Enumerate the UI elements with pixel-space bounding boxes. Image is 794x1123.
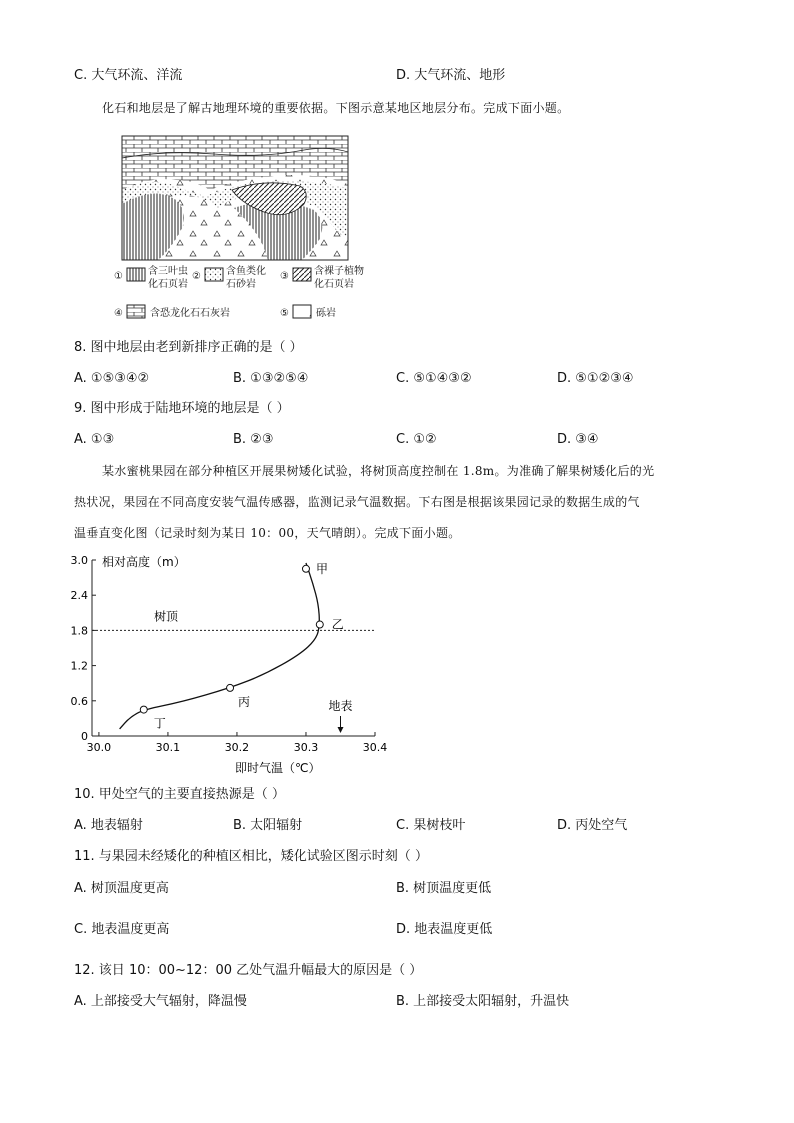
y-tick-label: 3.0 bbox=[70, 554, 88, 567]
q11-option-c: C. 地表温度更高 bbox=[74, 922, 170, 937]
x-tick-label: 30.1 bbox=[155, 741, 181, 754]
y-tick-label: 0 bbox=[81, 730, 88, 743]
legend-num-4: ④ bbox=[114, 308, 123, 319]
q11-stem: 11. 与果园未经矮化的种植区相比，矮化试验区图示时刻（ ） bbox=[74, 849, 428, 864]
tree-top-label: 树顶 bbox=[154, 609, 179, 624]
legend-swatch-limestone bbox=[127, 305, 145, 318]
y-tick-label: 1.8 bbox=[70, 624, 88, 638]
q10-option-d: D. 丙处空气 bbox=[557, 818, 628, 833]
x-tick-label: 30.2 bbox=[224, 741, 250, 754]
strata-legend bbox=[114, 264, 364, 319]
point-label-丙: 丙 bbox=[238, 694, 251, 709]
y-tick-label: 2.4 bbox=[70, 589, 88, 603]
q9-stem: 9. 图中形成于陆地环境的地层是（ ） bbox=[74, 401, 290, 416]
point-marker-乙 bbox=[316, 621, 323, 628]
strata-cross-section bbox=[122, 136, 348, 260]
q7-option-d: D. 大气环流、地形 bbox=[396, 68, 506, 83]
legend-swatch-shale-trilobite bbox=[127, 268, 145, 281]
y-tick-label: 1.2 bbox=[70, 659, 88, 673]
point-label-甲: 甲 bbox=[315, 561, 328, 576]
legend-num-5: ⑤ bbox=[280, 308, 289, 319]
point-label-丁: 丁 bbox=[153, 716, 166, 731]
temperature-profile-chart bbox=[70, 550, 390, 776]
point-marker-甲 bbox=[302, 565, 309, 572]
q8-option-c: C. ⑤①④③② bbox=[396, 371, 472, 386]
temperature-curve bbox=[120, 563, 320, 729]
legend-1-line2: 化石页岩 bbox=[148, 279, 188, 290]
legend-num-2: ② bbox=[192, 271, 201, 282]
q11-option-b: B. 树顶温度更低 bbox=[396, 881, 492, 896]
q8-option-d: D. ⑤①②③④ bbox=[557, 371, 634, 386]
legend-2-line1: 含鱼类化 bbox=[226, 266, 266, 277]
q11-option-d: D. 地表温度更低 bbox=[396, 922, 493, 937]
legend-swatch-sandstone bbox=[205, 268, 223, 281]
strata-passage: 化石和地层是了解古地理环境的重要依据。下图示意某地区地层分布。完成下面小题。 bbox=[102, 101, 570, 115]
legend-2-line2: 石砂岩 bbox=[226, 279, 256, 290]
legend-num-3: ③ bbox=[280, 271, 289, 282]
q12-stem: 12. 该日 10：00~12：00 乙处气温升幅最大的原因是（ ） bbox=[74, 963, 423, 978]
q8-option-b: B. ①③②⑤④ bbox=[233, 371, 309, 386]
chart-xlabel: 即时气温（℃） bbox=[235, 761, 321, 775]
point-marker-丁 bbox=[140, 706, 147, 713]
legend-3-line2: 化石页岩 bbox=[314, 279, 354, 290]
x-tick-label: 30.0 bbox=[86, 741, 112, 754]
legend-num-1: ① bbox=[114, 271, 123, 282]
q10-option-b: B. 太阳辐射 bbox=[233, 818, 303, 833]
legend-swatch-conglomerate bbox=[293, 305, 311, 318]
legend-4-line1: 含恐龙化石石灰岩 bbox=[150, 308, 230, 319]
q7-option-c: C. 大气环流、洋流 bbox=[74, 68, 183, 83]
legend-1-line1: 含三叶虫 bbox=[148, 266, 188, 277]
q8-option-a: A. ①⑤③④② bbox=[74, 371, 150, 386]
x-tick-label: 30.4 bbox=[362, 741, 388, 754]
q9-option-a: A. ①③ bbox=[74, 432, 115, 447]
q12-option-a: A. 上部接受大气辐射，降温慢 bbox=[74, 994, 247, 1009]
legend-5-line1: 砾岩 bbox=[316, 308, 336, 319]
q9-option-b: B. ②③ bbox=[233, 432, 274, 447]
q8-stem: 8. 图中地层由老到新排序正确的是（ ） bbox=[74, 340, 303, 355]
ground-surface-label: 地表 bbox=[328, 699, 353, 713]
orchard-passage-line-1: 某水蜜桃果园在部分种植区开展果树矮化试验，将树顶高度控制在 1.8m。为准确了解果树矮化后的光 bbox=[102, 464, 655, 478]
legend-swatch-shale-gymnosperm bbox=[293, 268, 311, 281]
q12-option-b: B. 上部接受太阳辐射，升温快 bbox=[396, 994, 570, 1009]
ground-surface-arrow-head bbox=[337, 727, 343, 733]
q11-option-a: A. 树顶温度更高 bbox=[74, 881, 169, 896]
x-tick-label: 30.3 bbox=[293, 741, 319, 754]
y-tick-label: 0.6 bbox=[70, 694, 88, 708]
q10-stem: 10. 甲处空气的主要直接热源是（ ） bbox=[74, 787, 285, 802]
chart-ylabel: 相对高度（m） bbox=[102, 555, 186, 569]
strata-diagram bbox=[114, 128, 398, 326]
q9-option-c: C. ①② bbox=[396, 432, 437, 447]
point-marker-丙 bbox=[227, 684, 234, 691]
legend-3-line1: 含裸子植物 bbox=[314, 266, 364, 277]
q10-option-a: A. 地表辐射 bbox=[74, 818, 143, 833]
q9-option-d: D. ③④ bbox=[557, 432, 599, 447]
q10-option-c: C. 果树枝叶 bbox=[396, 818, 466, 833]
point-label-乙: 乙 bbox=[331, 617, 344, 632]
orchard-passage-line-3: 温垂直变化图（记录时刻为某日 10：00，天气晴朗）。完成下面小题。 bbox=[74, 526, 461, 540]
orchard-passage-line-2: 热状况，果园在不同高度安装气温传感器，监测记录气温数据。下右图是根据该果园记录的数据生成的气 bbox=[74, 495, 640, 509]
